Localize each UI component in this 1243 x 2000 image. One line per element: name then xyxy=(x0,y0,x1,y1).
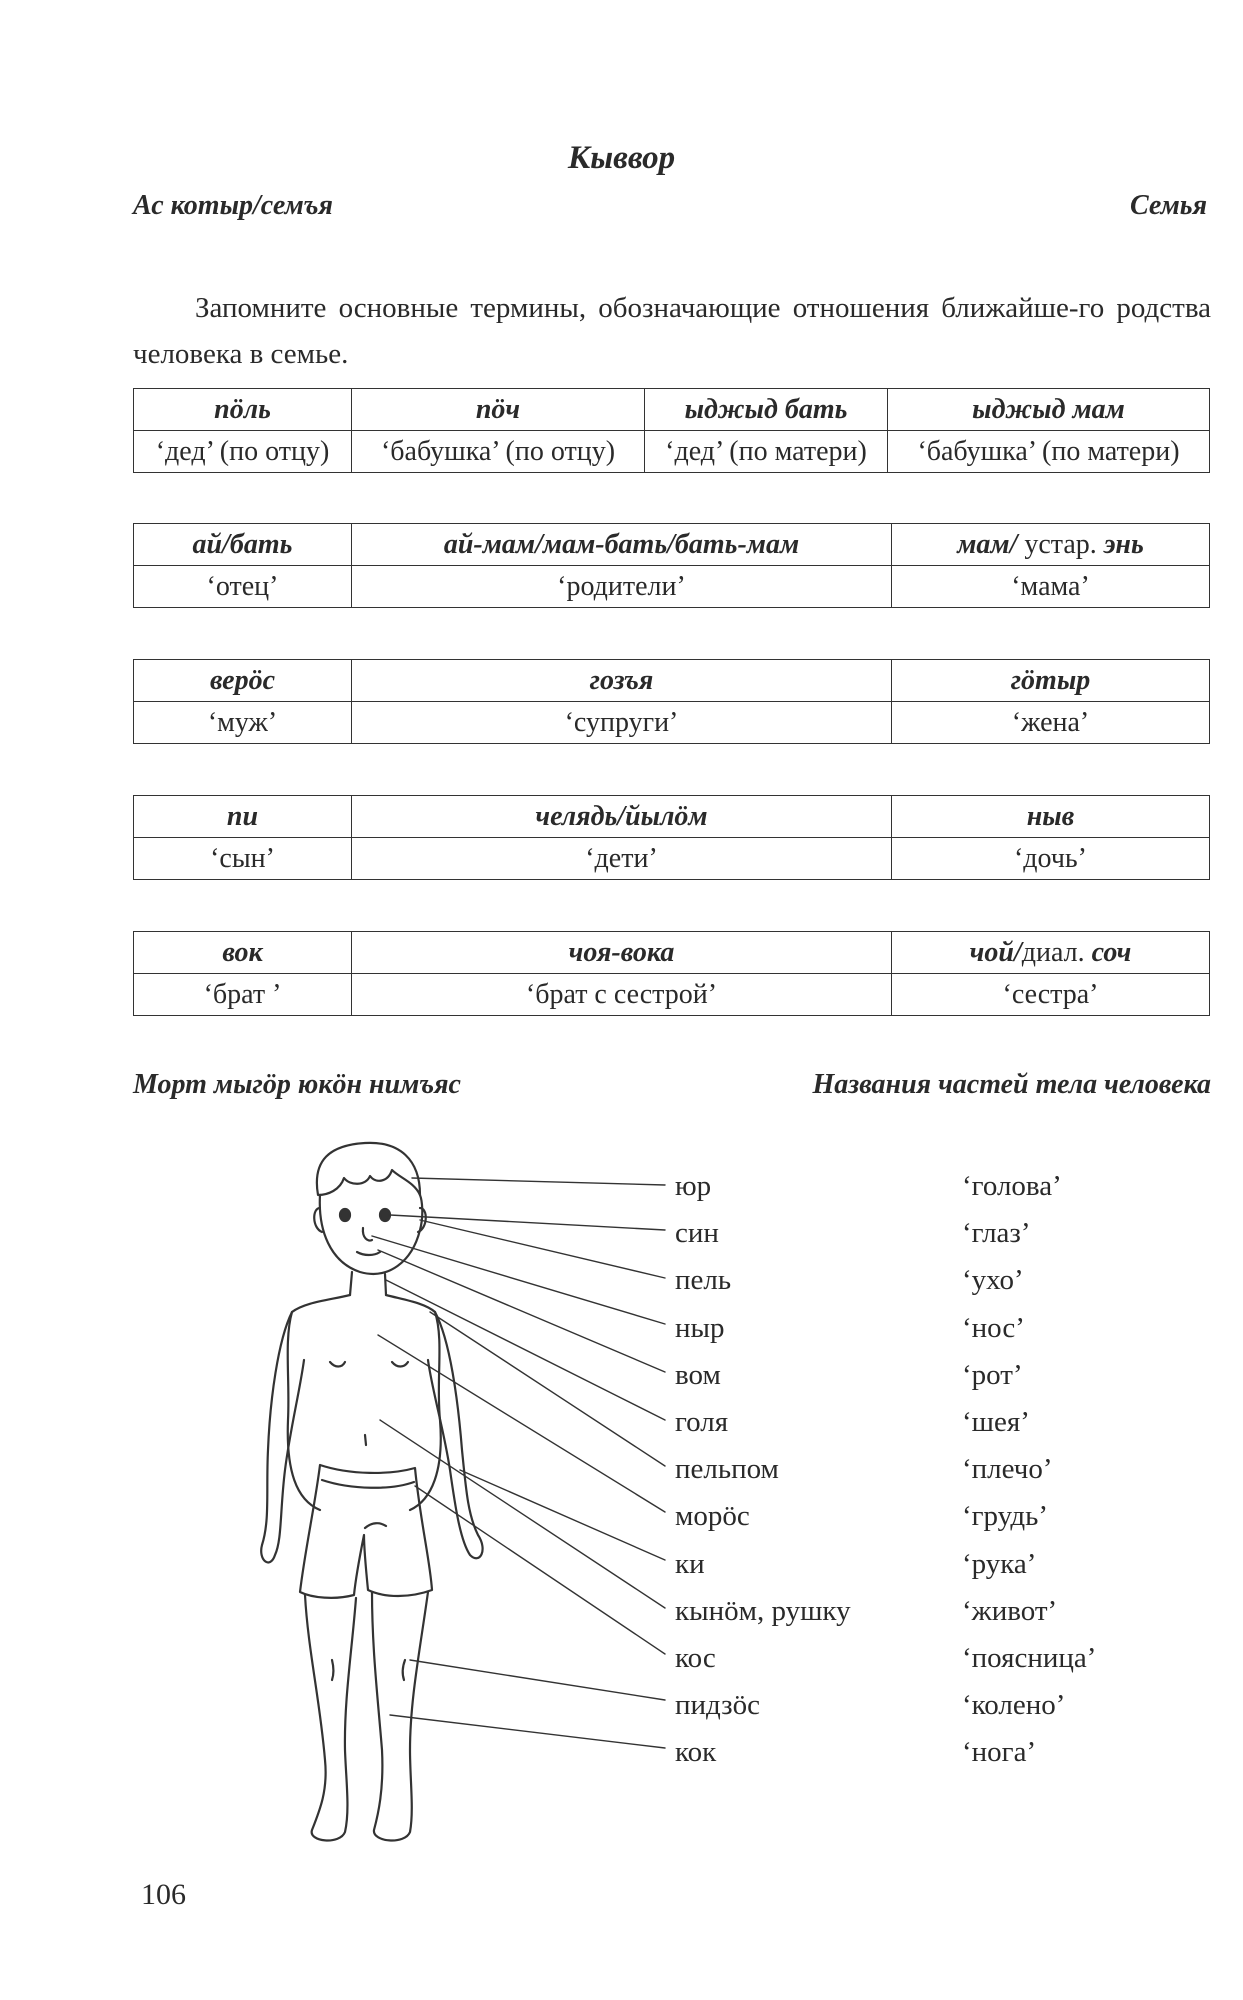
body-part-komi: голя xyxy=(675,1406,729,1439)
body-part-translation: ‘глаз’ xyxy=(962,1217,1031,1250)
meaning-cell: ‘дед’ (по отцу) xyxy=(134,431,352,473)
body-part-komi: син xyxy=(675,1217,719,1250)
body-part-komi: вом xyxy=(675,1358,721,1391)
term-note: диал. xyxy=(1021,936,1085,968)
meaning-cell: ‘муж’ xyxy=(134,702,352,744)
body-part-komi: кок xyxy=(675,1736,717,1769)
body-part-translation: ‘ухо’ xyxy=(962,1264,1024,1297)
body-part-translation: ‘голова’ xyxy=(962,1170,1062,1202)
term-text: мам/ xyxy=(957,528,1018,560)
body-part-translation: ‘шея’ xyxy=(962,1406,1030,1439)
meaning-cell: ‘сын’ xyxy=(134,838,352,880)
section-title-russian: Семья xyxy=(1130,190,1207,221)
meaning-cell: ‘родители’ xyxy=(352,566,892,608)
body-part-komi: морöс xyxy=(675,1500,750,1533)
meaning-cell: ‘дочь’ xyxy=(892,838,1210,880)
meaning-cell: ‘супруги’ xyxy=(352,702,892,744)
term-cell: пöль xyxy=(134,389,352,431)
term-cell: ай-мам/мам-бать/бать-мам xyxy=(352,524,892,566)
term-cell: ыджыд мам xyxy=(888,389,1210,431)
body-parts-komi-list xyxy=(675,1163,851,1777)
meaning-cell: ‘бабушка’ (по отцу) xyxy=(352,431,645,473)
meaning-cell: ‘мама’ xyxy=(892,566,1210,608)
instruction-paragraph: Запомните основные термины, обозначающие отношения ближайше-го родства человека в семье. xyxy=(133,292,1211,370)
term-variant: энь xyxy=(1103,528,1144,560)
body-part-komi: пельпом xyxy=(675,1453,779,1486)
meaning-cell: ‘брат с сестрой’ xyxy=(352,974,892,1016)
body-part-translation: ‘грудь’ xyxy=(962,1500,1048,1533)
term-variant: соч xyxy=(1091,936,1132,968)
term-cell: пи xyxy=(134,796,352,838)
term-cell: чоя-вока xyxy=(352,932,892,974)
body-part-komi: ныр xyxy=(675,1311,725,1344)
term-cell: гозъя xyxy=(352,660,892,702)
page-number: 106 xyxy=(141,1878,186,1911)
body-parts-heading-komi: Морт мыгöр юкöн нимъяс xyxy=(133,1069,461,1100)
boy-figure xyxy=(261,1143,482,1841)
body-part-komi: юр xyxy=(675,1170,712,1202)
meaning-cell: ‘сестра’ xyxy=(892,974,1210,1016)
body-part-komi: пидзöс xyxy=(675,1689,760,1722)
body-part-translation: ‘нога’ xyxy=(962,1736,1037,1769)
section-title-komi: Ас котыр/семъя xyxy=(133,190,333,221)
body-part-translation: ‘живот’ xyxy=(962,1594,1058,1627)
term-cell: пöч xyxy=(352,389,645,431)
body-parts-russian-list xyxy=(962,1163,1096,1777)
meaning-cell: ‘отец’ xyxy=(134,566,352,608)
meaning-cell: ‘дети’ xyxy=(352,838,892,880)
leader-lines xyxy=(372,1178,665,1748)
term-cell: ныв xyxy=(892,796,1210,838)
body-part-komi: кынöм, рушку xyxy=(675,1594,851,1627)
term-text: чой/ xyxy=(969,936,1022,968)
term-cell: вок xyxy=(134,932,352,974)
body-part-komi: ки xyxy=(675,1547,705,1580)
term-cell: челядь/йылöм xyxy=(352,796,892,838)
meaning-cell: ‘дед’ (по матери) xyxy=(645,431,888,473)
body-part-translation: ‘колено’ xyxy=(962,1689,1066,1722)
body-part-translation: ‘рот’ xyxy=(962,1358,1023,1391)
term-cell: ай/бать xyxy=(134,524,352,566)
term-cell: гöтыр xyxy=(892,660,1210,702)
meaning-cell: ‘жена’ xyxy=(892,702,1210,744)
body-part-komi: пель xyxy=(675,1264,732,1297)
meaning-cell: ‘бабушка’ (по матери) xyxy=(888,431,1210,473)
body-parts-heading-russian: Названия частей тела человека xyxy=(812,1069,1211,1100)
meaning-cell: ‘брат ’ xyxy=(134,974,352,1016)
term-note: устар. xyxy=(1024,528,1097,560)
page-title: Кыввор xyxy=(567,140,676,176)
body-part-translation: ‘нос’ xyxy=(962,1311,1025,1344)
body-part-translation: ‘рука’ xyxy=(962,1547,1037,1580)
term-cell: верöс xyxy=(134,660,352,702)
term-cell: ыджыд бать xyxy=(645,389,888,431)
body-part-komi: кос xyxy=(675,1642,716,1675)
body-part-translation: ‘поясница’ xyxy=(962,1642,1097,1675)
body-part-translation: ‘плечо’ xyxy=(962,1453,1053,1486)
